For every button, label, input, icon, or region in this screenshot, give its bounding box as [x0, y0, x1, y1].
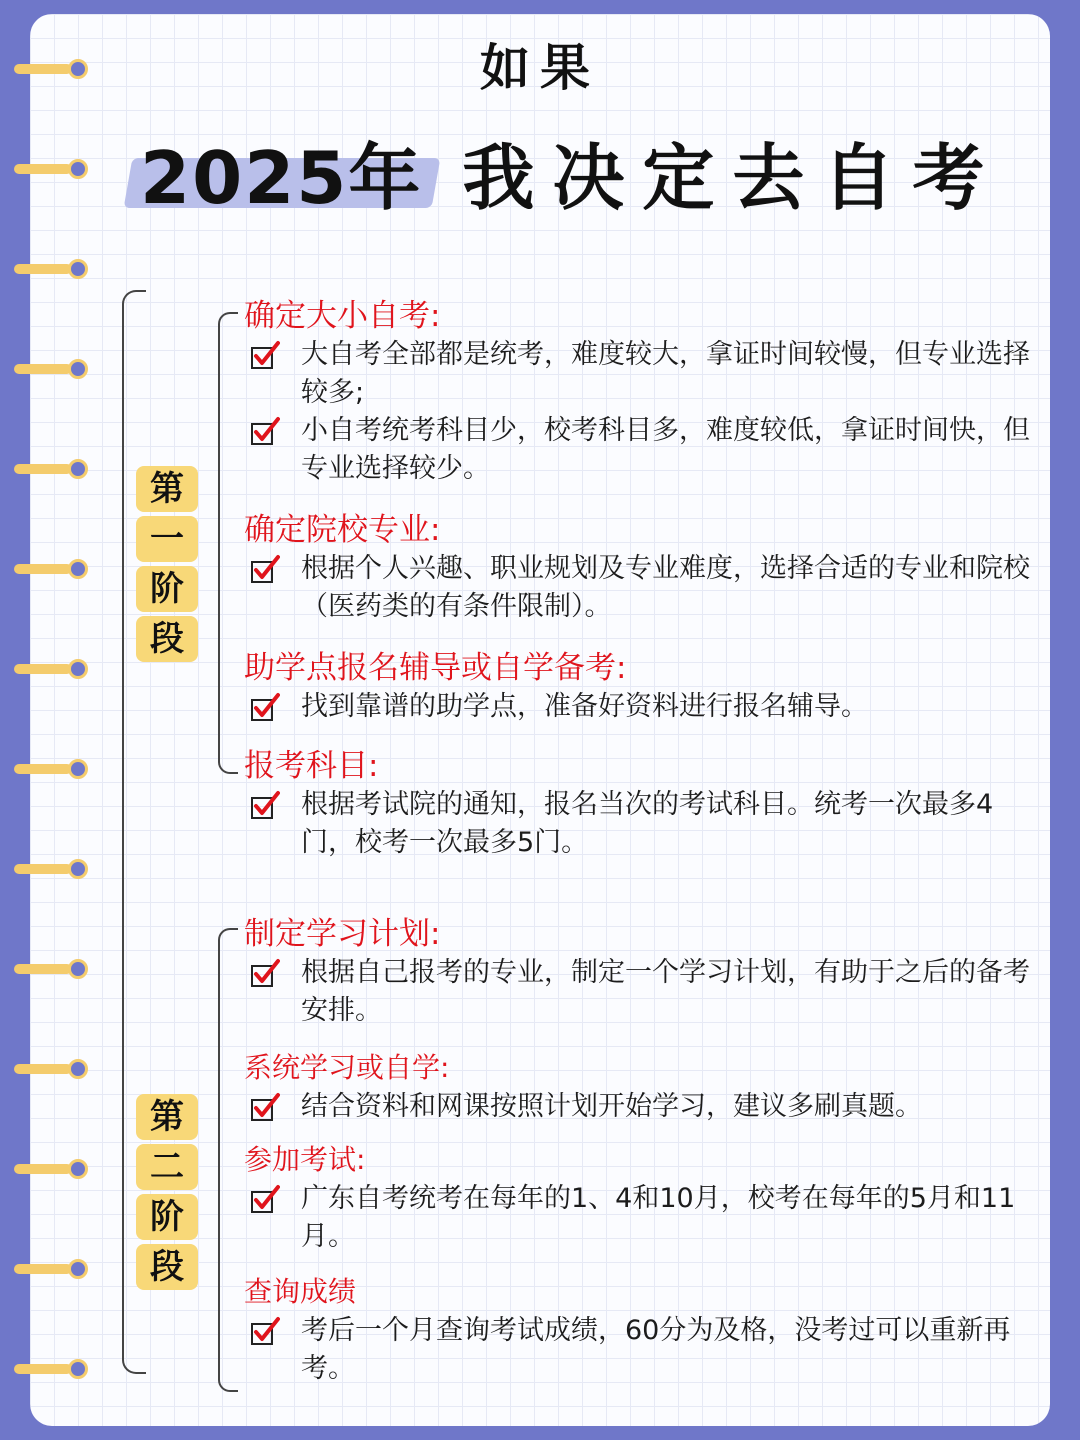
- stage-char: 二: [136, 1144, 198, 1190]
- checkbox-checked-icon: [250, 416, 280, 446]
- stage-char: 段: [136, 1244, 198, 1290]
- main-title-year: 2025年: [140, 136, 423, 220]
- section-heading: 助学点报名辅导或自学备考:: [244, 650, 627, 686]
- checklist-item: [244, 688, 1031, 726]
- checklist-item: [244, 412, 1031, 488]
- item-text: 根据自己报考的专业，制定一个学习计划，有助于之后的备考安排。: [301, 957, 1030, 1026]
- section-registration: [244, 648, 1044, 726]
- stage-two-badge: [136, 1094, 198, 1294]
- section-study-plan: [244, 914, 1044, 1030]
- checklist-item: [244, 550, 1031, 626]
- checkbox-checked-icon: [250, 1092, 280, 1122]
- item-text: 小自考统考科目少，校考科目多，难度较低，拿证时间快，但专业选择较少。: [301, 415, 1030, 484]
- stage-char: 一: [136, 516, 198, 562]
- item-text: 广东自考统考在每年的1、4和10月，校考在每年的5月和11月。: [301, 1183, 1016, 1252]
- item-text: 根据考试院的通知，报名当次的考试科目。统考一次最多4门，校考一次最多5门。: [301, 789, 994, 858]
- binder-ring: [14, 561, 80, 577]
- main-title-text: 我决定去自考: [462, 136, 1003, 220]
- top-title: 如果: [480, 39, 600, 97]
- checklist-item: [244, 336, 1031, 412]
- section-heading: 报考科目:: [244, 748, 379, 784]
- checkbox-checked-icon: [250, 692, 280, 722]
- section-systematic-study: [244, 1048, 1044, 1126]
- stage-one-bracket: [218, 312, 238, 774]
- stage-char: 第: [136, 466, 198, 512]
- checklist-item: [244, 1180, 1031, 1256]
- checklist-item: [244, 954, 1031, 1030]
- binder-ring: [14, 761, 80, 777]
- checkbox-checked-icon: [250, 340, 280, 370]
- binder-ring: [14, 861, 80, 877]
- item-text: 找到靠谱的助学点，准备好资料进行报名辅导。: [301, 691, 868, 722]
- checkbox-checked-icon: [250, 554, 280, 584]
- main-title: [140, 120, 1002, 224]
- checkbox-checked-icon: [250, 790, 280, 820]
- section-take-exam: [244, 1140, 1044, 1256]
- section-exam-type: [244, 296, 1044, 488]
- binder-ring: [14, 961, 80, 977]
- item-text: 考后一个月查询考试成绩，60分为及格，没考过可以重新再考。: [301, 1315, 1011, 1384]
- checkbox-checked-icon: [250, 958, 280, 988]
- section-heading: 确定院校专业:: [244, 512, 441, 548]
- section-heading: 查询成绩: [244, 1275, 357, 1308]
- binder-ring: [14, 1361, 80, 1377]
- item-text: 大自考全部都是统考，难度较大，拿证时间较慢，但专业选择较多;: [301, 339, 1030, 408]
- stage-one-badge: [136, 466, 198, 666]
- stage-char: 阶: [136, 566, 198, 612]
- section-heading: 确定大小自考:: [244, 298, 441, 334]
- checkbox-checked-icon: [250, 1184, 280, 1214]
- checklist-item: [244, 1088, 1031, 1126]
- stage-two-bracket: [218, 928, 238, 1392]
- checkbox-checked-icon: [250, 1316, 280, 1346]
- section-heading: 系统学习或自学:: [244, 1051, 450, 1084]
- stage-char: 段: [136, 616, 198, 662]
- stage-char: 阶: [136, 1194, 198, 1240]
- binder-ring: [14, 1161, 80, 1177]
- section-heading: 参加考试:: [244, 1143, 366, 1176]
- section-check-score: [244, 1272, 1044, 1388]
- binder-ring: [14, 361, 80, 377]
- binder-ring: [14, 461, 80, 477]
- section-school-major: [244, 510, 1044, 626]
- section-heading: 制定学习计划:: [244, 916, 441, 952]
- item-text: 结合资料和网课按照计划开始学习，建议多刷真题。: [301, 1091, 922, 1122]
- binder-ring: [14, 661, 80, 677]
- binder-ring: [14, 1061, 80, 1077]
- item-text: 根据个人兴趣、职业规划及专业难度，选择合适的专业和院校（医药类的有条件限制）。: [301, 553, 1030, 622]
- binder-ring: [14, 161, 80, 177]
- section-subjects: [244, 746, 1044, 862]
- binder-ring: [14, 1261, 80, 1277]
- stage-char: 第: [136, 1094, 198, 1140]
- checklist-item: [244, 1312, 1031, 1388]
- binder-ring: [14, 261, 80, 277]
- checklist-item: [244, 786, 1031, 862]
